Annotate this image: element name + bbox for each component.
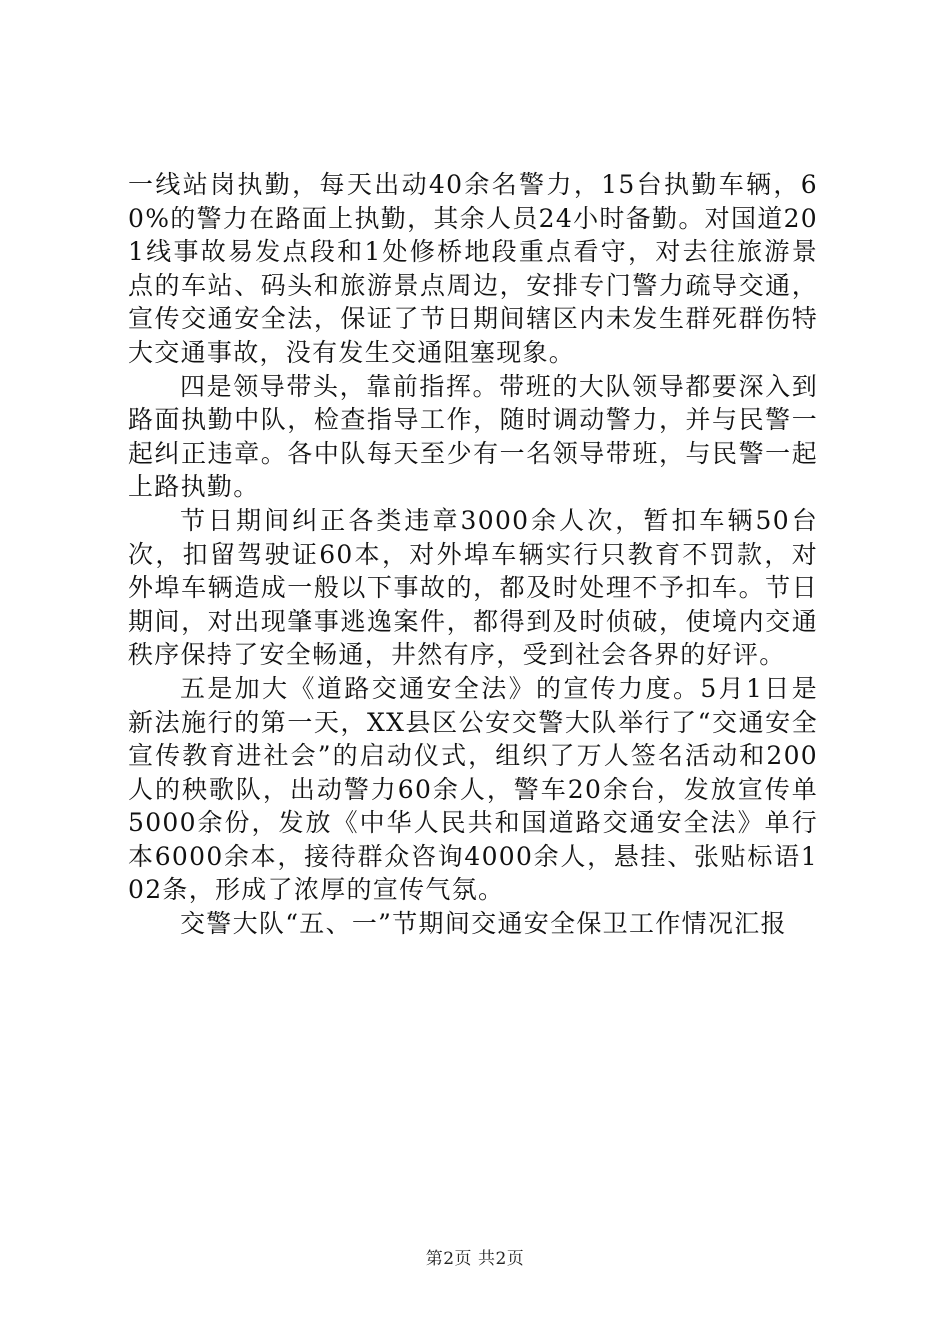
paragraph-statistics: 节日期间纠正各类违章3000余人次，暂扣车辆50台次，扣留驾驶证60本，对外埠车辆实行只教育不罚款，对外埠车辆造成一般以下事故的，都及时处理不予扣车。节日期间，对出现肇事逃逸案件，都得到及时侦破，使境内交通秩序保持了安全畅通，井然有序，受到社会各界的好评。 — [128, 505, 818, 670]
document-body — [128, 168, 818, 941]
paragraph-publicity: 五是加大《道路交通安全法》的宣传力度。5月1日是新法施行的第一天，XX县区公安交警大队举行了“交通安全宣传教育进社会”的启动仪式，组织了万人签名活动和200人的秧歌队，出动警力60余人，警车20余台，发放宣传单5000余份，发放《中华人民共和国道路交通安全法》单行本6000余本，接待群众咨询4000余人，悬挂、张贴标语102条，形成了浓厚的宣传气氛。 — [128, 673, 818, 905]
document-title-line: 交警大队“五、一”节期间交通安全保卫工作情况汇报 — [180, 909, 787, 939]
paragraph-leadership: 四是领导带头，靠前指挥。带班的大队领导都要深入到路面执勤中队，检查指导工作，随时调动警力，并与民警一起纠正违章。各中队每天至少有一名领导带班，与民警一起上路执勤。 — [128, 371, 818, 502]
paragraph-continuation: 一线站岗执勤，每天出动40余名警力，15台执勤车辆，60%的警力在路面上执勤，其余人员24小时备勤。对国道201线事故易发点段和1处修桥地段重点看守，对去往旅游景点的车站、码头和旅游景点周边，安排专门警力疏导交通，宣传交通安全法，保证了节日期间辖区内未发生群死群伤特大交通事故，没有发生交通阻塞现象。 — [128, 170, 818, 367]
page-number: 第2页 共2页 — [425, 1249, 525, 1269]
